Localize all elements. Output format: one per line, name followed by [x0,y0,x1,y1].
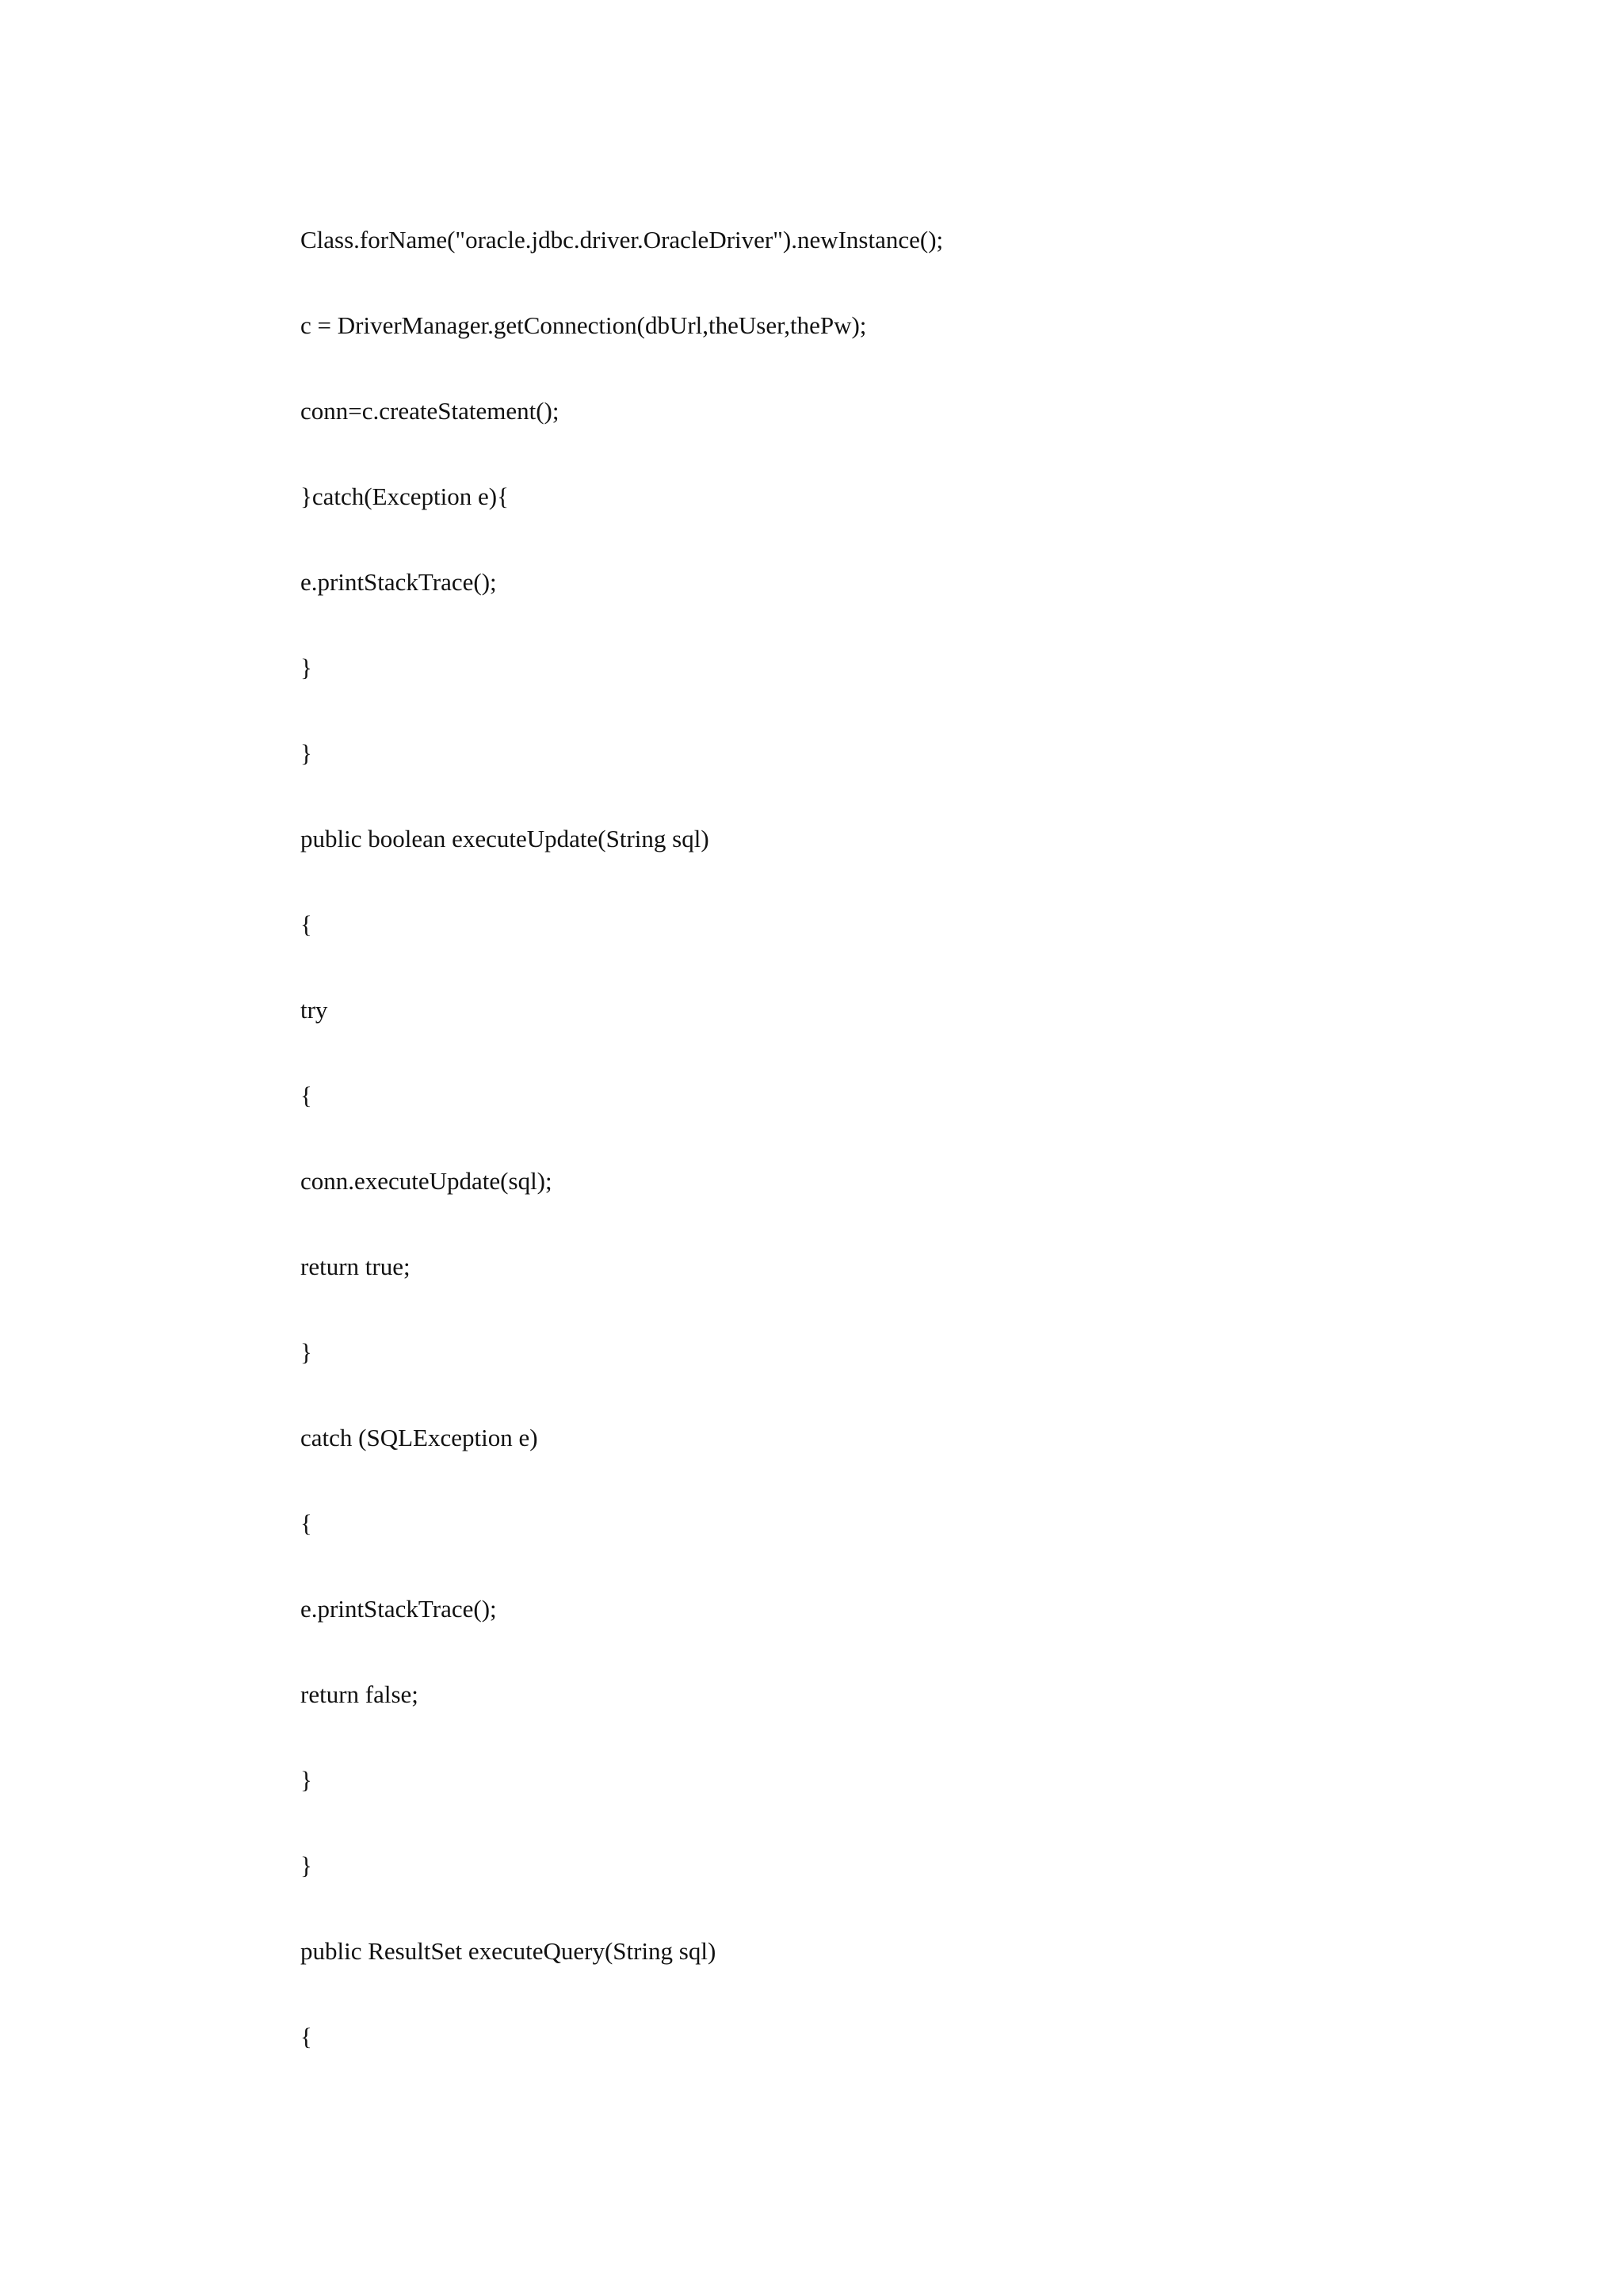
code-line: { [300,910,312,938]
code-listing [300,224,943,2107]
code-line: Class.forName("oracle.jdbc.driver.OracleDriver").newInstance(); [300,226,944,254]
code-line: } [300,1338,312,1366]
code-line: public ResultSet executeQuery(String sql) [300,1937,716,1965]
code-line: catch (SQLException e) [300,1424,538,1451]
code-line: conn=c.createStatement(); [300,397,559,425]
code-line: e.printStackTrace(); [300,1595,497,1623]
code-line: } [300,654,312,681]
code-line: } [300,739,312,767]
code-line: }catch(Exception e){ [300,482,509,510]
code-line: e.printStackTrace(); [300,568,497,596]
code-line: { [300,1081,312,1109]
code-line: } [300,1766,312,1794]
code-line: try [300,996,328,1024]
code-line: return true; [300,1253,411,1280]
code-line: conn.executeUpdate(sql); [300,1167,552,1195]
code-line: return false; [300,1680,418,1708]
code-line: { [300,1509,312,1537]
code-line: { [300,2023,312,2050]
code-line: } [300,1852,312,1879]
code-line: public boolean executeUpdate(String sql) [300,825,709,852]
code-line: c = DriverManager.getConnection(dbUrl,theUser,thePw); [300,311,867,339]
